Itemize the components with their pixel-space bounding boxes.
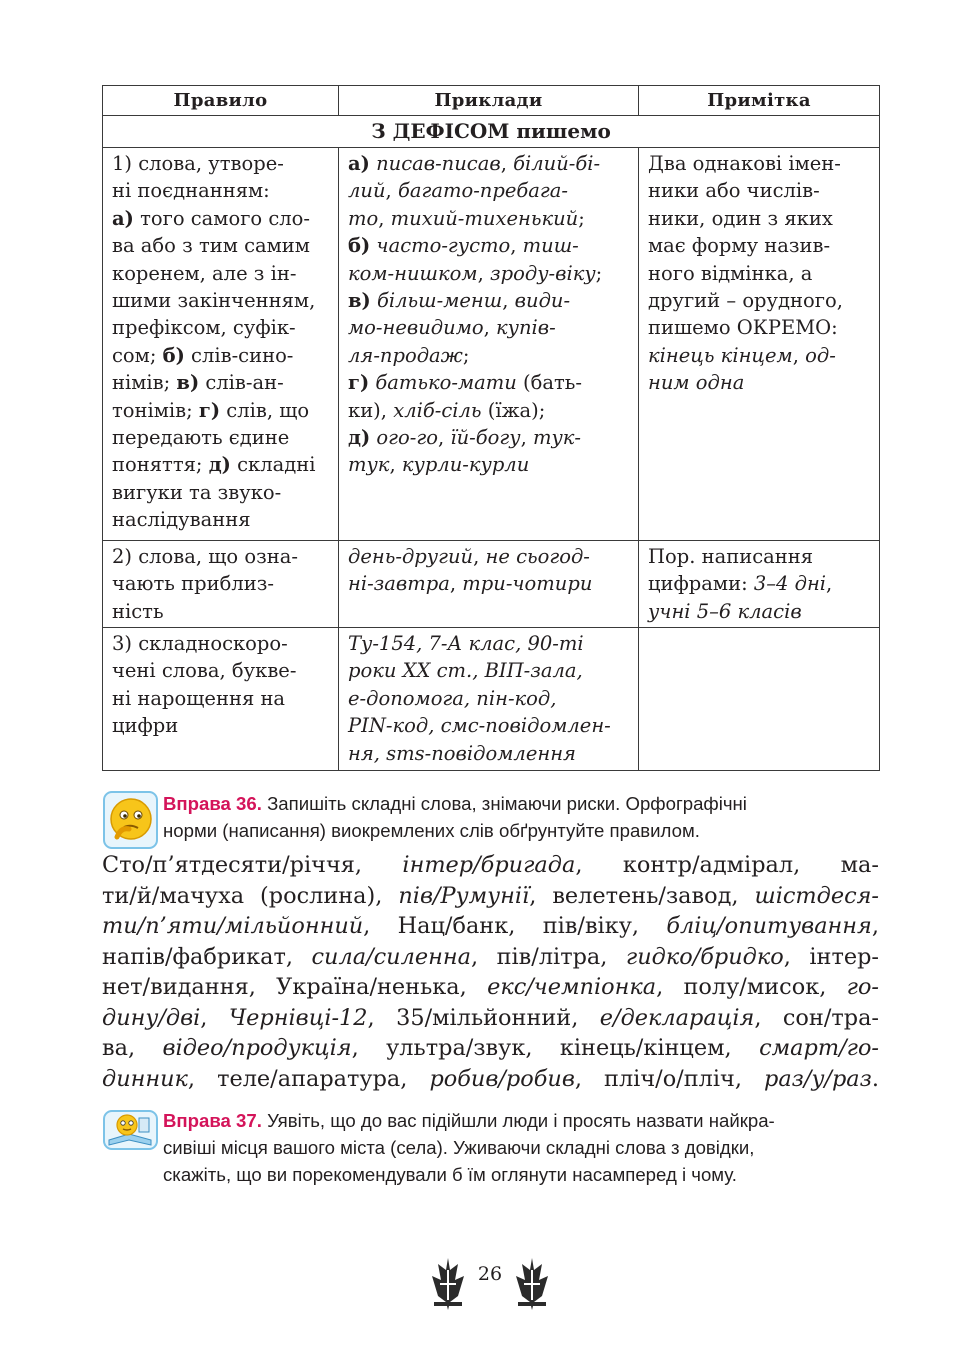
example-word: динник [102,1065,188,1092]
example-word: дину/дві [102,1004,201,1031]
text-fragment: пишемо ОКРЕМО: [648,316,838,340]
text-fragment: , [477,261,490,285]
text-line [648,260,871,287]
text-fragment: 2) слова, що озна- [112,545,298,568]
rule-cell [103,628,339,771]
page-number: 26 [477,1263,503,1285]
text-fragment: , [483,316,497,340]
example-word: 3–4 дні [753,572,827,596]
header-examples: Приклади [339,86,639,116]
example-word: три-чотири [462,572,593,596]
text-line [648,598,871,625]
text-line [112,543,330,570]
text-line [348,177,630,204]
text-fragment: передають єдине [112,426,290,450]
text-fragment: цифрами: [648,572,754,596]
text-line [112,630,330,657]
text-fragment: , теле/апаратура, [187,1065,430,1092]
text-fragment: , велетень/завод, [529,882,755,909]
text-fragment: ність [112,599,164,623]
header-note: Примітка [639,86,880,116]
text-fragment: , [378,206,391,230]
text-line [112,177,330,204]
text-fragment: , полу/мисок, [656,974,847,1000]
text-fragment: ного відмінка, а [648,261,813,285]
exercise-36-title: Вправа 36. [163,793,262,814]
text-line [348,424,630,451]
exercise-36-line: Запишіть складні слова, знімаючи риски. Орфографічні [261,793,747,814]
page-footer [0,1256,963,1316]
text-line [112,150,330,177]
text-fragment: слів-сино- [184,343,294,367]
text-line [112,712,330,739]
text-fragment: , [792,343,806,367]
example-word: пів/Румунії [398,882,530,909]
text-fragment: має форму назив- [648,234,831,258]
text-fragment: , [389,453,402,477]
text-fragment: сом; [112,343,163,367]
example-word: відео/продукція [162,1035,352,1061]
text-fragment: напів/фабрикат, [102,943,312,970]
text-fragment: ні нарощення на [112,686,286,710]
exercise-37-line: Уявіть, що до вас підійшли люди і просять назвати найкра- [261,1110,775,1131]
example-word: PIN-код, смс-повідомлен- [348,714,611,738]
example-word: батько-мати [369,371,517,395]
note-cell [639,628,880,771]
example-word: ні-завтра [348,572,450,596]
text-line [102,972,879,1003]
text-fragment: 3) складноскоро- [112,632,288,655]
table-header-row [103,86,880,116]
text-line [348,287,630,314]
exercise-37-line: скажіть, що ви порекомендували б їм оглянути насамперед і чому. [163,1164,737,1185]
text-line [112,570,330,597]
examples-cell [339,148,639,541]
text-fragment: , [500,152,514,175]
example-word: мо-невидимо [348,316,484,340]
text-line [648,369,871,396]
text-line [112,506,330,533]
text-fragment: , [871,913,879,939]
text-line [102,881,879,912]
text-fragment: , Нац/банк, пів/віку, [363,913,667,939]
text-line [112,479,330,506]
example-word: то [348,206,379,230]
text-line [348,630,630,657]
text-fragment: наслідування [112,508,251,532]
text-fragment: (бать- [516,371,583,395]
text-line [348,150,630,177]
text-fragment: ва або з тим самим [112,234,310,258]
text-line [648,150,871,177]
text-line [112,424,330,451]
text-line [348,712,630,739]
header-rule: Правило [103,86,339,116]
exercise-37-title: Вправа 37. [163,1110,262,1131]
item-marker: а) [348,152,370,175]
exercise-36-word-list [102,850,879,1094]
note-cell [639,541,880,628]
text-line [112,342,330,369]
example-word: тихий-тихенький [390,206,579,230]
thinking-smiley-icon [103,791,158,849]
example-word: кінець кінцем [648,343,793,367]
text-fragment: , ультра/звук, кінець/кінцем, [351,1035,760,1061]
text-fragment: 1) слова, утворе- [112,152,284,175]
book-smiley-icon [103,1110,158,1150]
text-line [348,260,630,287]
text-fragment: , [510,234,523,258]
table-row [103,148,880,541]
example-word: ля-продаж [348,343,463,367]
text-line [348,451,630,478]
example-word: гидко/бридко [625,943,784,970]
example-word: ним одна [648,371,745,395]
example-word: Чернівці-12 [228,1004,368,1031]
text-line [348,570,630,597]
text-fragment: ники або числів- [648,179,820,203]
text-line [112,598,330,625]
text-line [102,1064,879,1095]
text-fragment: ; [578,206,585,230]
example-word: багато-пребага- [397,179,568,203]
text-line [348,543,630,570]
text-fragment: ; [462,343,470,367]
item-marker: в) [348,289,371,313]
example-word: день-другий [348,545,474,568]
text-fragment: нет/видання, Україна/ненька, [102,974,488,1000]
text-fragment: Пор. написання [648,545,814,568]
text-line [648,205,871,232]
text-line [112,260,330,287]
example-word: ти/п’яти/мільйонний [102,913,364,939]
example-word: не сьогод- [485,545,590,568]
hyphen-rules-table [102,85,880,771]
text-fragment: німів; [112,371,177,395]
item-marker: а) [112,206,134,230]
example-word: бліц/опитування [666,913,872,939]
item-marker: б) [162,343,185,367]
example-word: тиш- [522,234,579,258]
example-word: учні 5–6 класів [648,599,802,623]
text-line [648,287,871,314]
text-line [112,397,330,424]
text-line [112,657,330,684]
text-fragment: , [200,1004,229,1031]
text-fragment: , [826,572,833,596]
example-word: більш-менш [370,289,503,313]
text-line [348,657,630,684]
text-fragment: ва, [102,1035,163,1061]
text-fragment: Два однакові імен- [648,152,841,175]
text-line [348,397,630,424]
text-line [648,232,871,259]
item-marker: б) [348,234,371,258]
text-line [112,232,330,259]
text-line [648,177,871,204]
item-marker: г) [198,398,221,422]
text-line [102,850,879,881]
note-cell [639,148,880,541]
section-row [103,116,880,148]
text-fragment: префіксом, суфік- [112,316,296,340]
example-word: ком-нишком [348,261,478,285]
section-title: З ДЕФІСОМ пишемо [103,116,880,148]
text-line [348,369,630,396]
text-fragment: того самого сло- [133,206,311,230]
text-fragment: (їжа); [481,398,546,422]
text-line [112,685,330,712]
text-fragment: шими закінченням, [112,289,316,313]
tryzub-ornament-icon [512,1256,552,1312]
example-word: робив/робив [429,1065,575,1092]
text-line [112,287,330,314]
tryzub-ornament-icon [428,1256,468,1312]
text-fragment: , пліч/о/пліч, [574,1065,764,1092]
example-word: ого-го [370,426,438,450]
text-fragment: слів, що [220,398,310,422]
text-fragment: другий – орудного, [648,289,843,313]
table-row [103,541,880,628]
exercise-37-line: сивіші місця вашого міста (села). Уживаючи складні слова з довідки, [163,1137,755,1158]
text-fragment: поняття; [112,453,209,477]
text-fragment: , [385,179,398,203]
text-line [348,314,630,341]
text-line [102,911,879,942]
text-fragment: , пів/літра, [470,943,626,970]
text-fragment: Сто/п’ятдесяти/річчя, [102,852,403,878]
text-line [348,685,630,712]
example-word: ня, sms-повідомлення [348,741,576,765]
rule-cell [103,148,339,541]
example-word: роки XX ст., ВІП-зала, [348,659,583,683]
example-word: Ту-154, 7-А клас, 90-ті [348,632,584,655]
exercise-36-task [163,790,879,844]
text-fragment: ні поєднанням: [112,179,270,203]
text-fragment: ; [595,261,603,285]
text-line [648,342,871,369]
example-word: сила/силенна [311,943,471,970]
text-line [648,543,871,570]
text-line [102,1003,879,1034]
text-fragment: , [502,289,515,313]
text-fragment: , [449,572,463,596]
example-word: екс/чемпіонка [487,974,657,1000]
text-fragment: ки), [348,398,394,422]
text-fragment: . [871,1065,879,1092]
text-fragment: ники, один з яких [648,206,833,230]
text-fragment: , [437,426,451,450]
example-word: курли-курли [401,453,530,477]
text-fragment: чені слова, букве- [112,659,297,683]
example-word: шістдеся- [754,882,879,909]
example-word: види- [514,289,571,313]
item-marker: в) [176,371,200,395]
item-marker: д) [348,426,371,450]
text-line [348,740,630,767]
text-fragment: , контр/адмірал, ма- [575,852,879,878]
text-line [102,942,879,973]
table-row [103,628,880,771]
example-word: тук [348,453,390,477]
example-word: їй-богу [450,426,521,450]
example-word: писав-писав [369,152,501,175]
text-fragment: коренем, але з ін- [112,261,297,285]
text-fragment: , 35/мільйонний, [367,1004,600,1031]
example-word: тук- [532,426,582,450]
text-fragment: , [473,545,486,568]
example-word: раз/у/раз [764,1065,872,1092]
examples-cell [339,628,639,771]
text-fragment: , сон/тра- [754,1004,879,1031]
item-marker: д) [208,453,231,477]
text-line [112,451,330,478]
text-line [348,205,630,232]
example-word: го- [846,974,879,1000]
item-marker: г) [348,371,370,395]
example-word: часто-густо [370,234,511,258]
text-fragment: тонімів; [112,398,199,422]
text-line [648,570,871,597]
text-line [348,232,630,259]
text-fragment: слів-ан- [199,371,284,395]
example-word: е-допомога, пін-код, [348,686,557,710]
text-line [348,342,630,369]
example-word: хліб-сіль [393,398,482,422]
example-word: е/декларація [599,1004,755,1031]
text-line [112,205,330,232]
text-fragment: , інтер- [783,943,879,970]
text-fragment: ти/й/мачуха (рослина), [102,882,399,909]
example-word: смарт/го- [759,1035,879,1061]
examples-cell [339,541,639,628]
example-word: купів- [496,316,556,340]
exercise-36-line: норми (написання) виокремлених слів обґрунтуйте правилом. [163,820,700,841]
rule-cell [103,541,339,628]
text-line [112,314,330,341]
example-word: зроду-віку [489,261,596,285]
text-fragment: складні [230,453,316,477]
example-word: од- [805,343,836,367]
example-word: інтер/бригада [402,852,576,878]
text-line [102,1033,879,1064]
text-line [112,369,330,396]
text-fragment: , [520,426,533,450]
text-fragment: вигуки та звуко- [112,480,282,504]
text-fragment: чають приблиз- [112,572,274,596]
text-line [648,314,871,341]
example-word: білий-бі- [513,152,601,175]
exercise-37-task [163,1107,879,1188]
example-word: лий [348,179,386,203]
text-fragment: цифри [112,714,179,738]
